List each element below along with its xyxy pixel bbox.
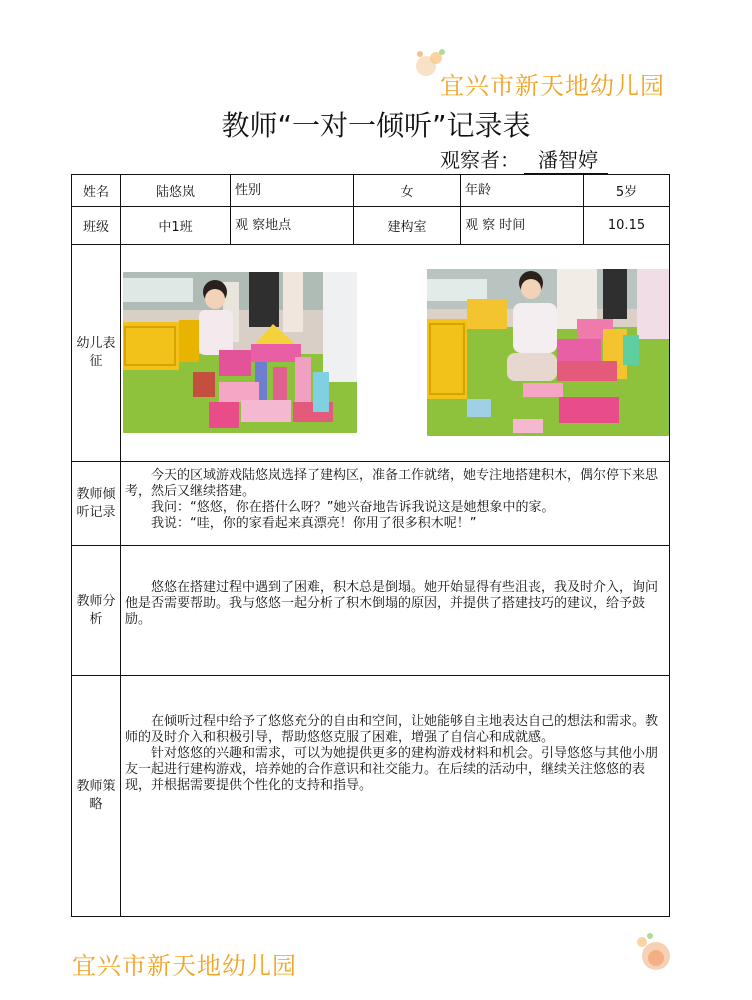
child-photo-1 (123, 272, 357, 433)
age-label: 年龄 (461, 175, 584, 207)
strategy-text (121, 676, 670, 917)
class-label: 班级 (72, 207, 121, 245)
place-value: 建构室 (354, 207, 461, 245)
name-label: 姓名 (72, 175, 121, 207)
info-row-1 (72, 175, 670, 207)
observer-label: 观察者： (440, 148, 520, 172)
record-paragraph: 我说：“哇，你的家看起来真漂亮！你用了很多积木呢！” (151, 516, 477, 531)
analysis-paragraph: 悠悠在搭建过程中遇到了困难，积木总是倒塌。她开始显得有些沮丧，我及时介入，询问他是否需要帮助。我与悠悠一起分析了积木倒塌的原因，并提供了搭建技巧的建议，给予鼓励。 (125, 580, 659, 627)
record-label: 教师倾听记录 (72, 462, 121, 546)
info-row-2 (72, 207, 670, 245)
performance-label: 幼儿表征 (72, 245, 121, 462)
strategy-paragraph: 在倾听过程中给予了悠悠充分的自由和空间，让她能够自主地表达自己的想法和需求。教师的及时介入和积极引导，帮助悠悠克服了困难，增强了自信心和成就感。 (125, 714, 659, 745)
time-value: 10.15 (584, 207, 670, 245)
record-table (71, 174, 670, 917)
observer-name: 潘智婷 (524, 144, 608, 174)
place-label: 观 察地点 (231, 207, 354, 245)
name-value: 陆悠岚 (121, 175, 231, 207)
observer-line (440, 144, 608, 174)
child-photo-2 (427, 269, 669, 436)
kindergarten-logo-icon (630, 930, 676, 974)
time-label: 观 察 时间 (461, 207, 584, 245)
gender-label: 性别 (231, 175, 354, 207)
school-name-header: 宜兴市新天地幼儿园 (440, 72, 665, 100)
performance-row (72, 245, 670, 462)
page-title: 教师“一对一倾听”记录表 (221, 109, 531, 142)
class-value: 中1班 (121, 207, 231, 245)
analysis-label: 教师分析 (72, 546, 121, 676)
strategy-paragraph: 针对悠悠的兴趣和需求，可以为她提供更多的建构游戏材料和机会。引导悠悠与其他小朋友一起进行建构游戏，培养她的合作意识和社交能力。在后续的活动中，继续关注悠悠的表现，并根据需要提供个性化的支持和指导。 (125, 746, 659, 793)
school-name-footer: 宜兴市新天地幼儿园 (72, 952, 297, 980)
record-paragraph: 今天的区域游戏陆悠岚选择了建构区，准备工作就绪，她专注地搭建积木，偶尔停下来思考，然后又继续搭建。 (125, 468, 659, 499)
analysis-text (121, 546, 670, 676)
gender-value: 女 (354, 175, 461, 207)
strategy-label: 教师策略 (72, 676, 121, 917)
record-paragraph: 我问：“悠悠，你在搭什么呀？”她兴奋地告诉我说这是她想象中的家。 (151, 500, 555, 515)
record-text (121, 462, 670, 546)
photo-cell (121, 245, 670, 462)
analysis-row (72, 546, 670, 676)
record-row (72, 462, 670, 546)
strategy-row (72, 676, 670, 917)
age-value: 5岁 (584, 175, 670, 207)
